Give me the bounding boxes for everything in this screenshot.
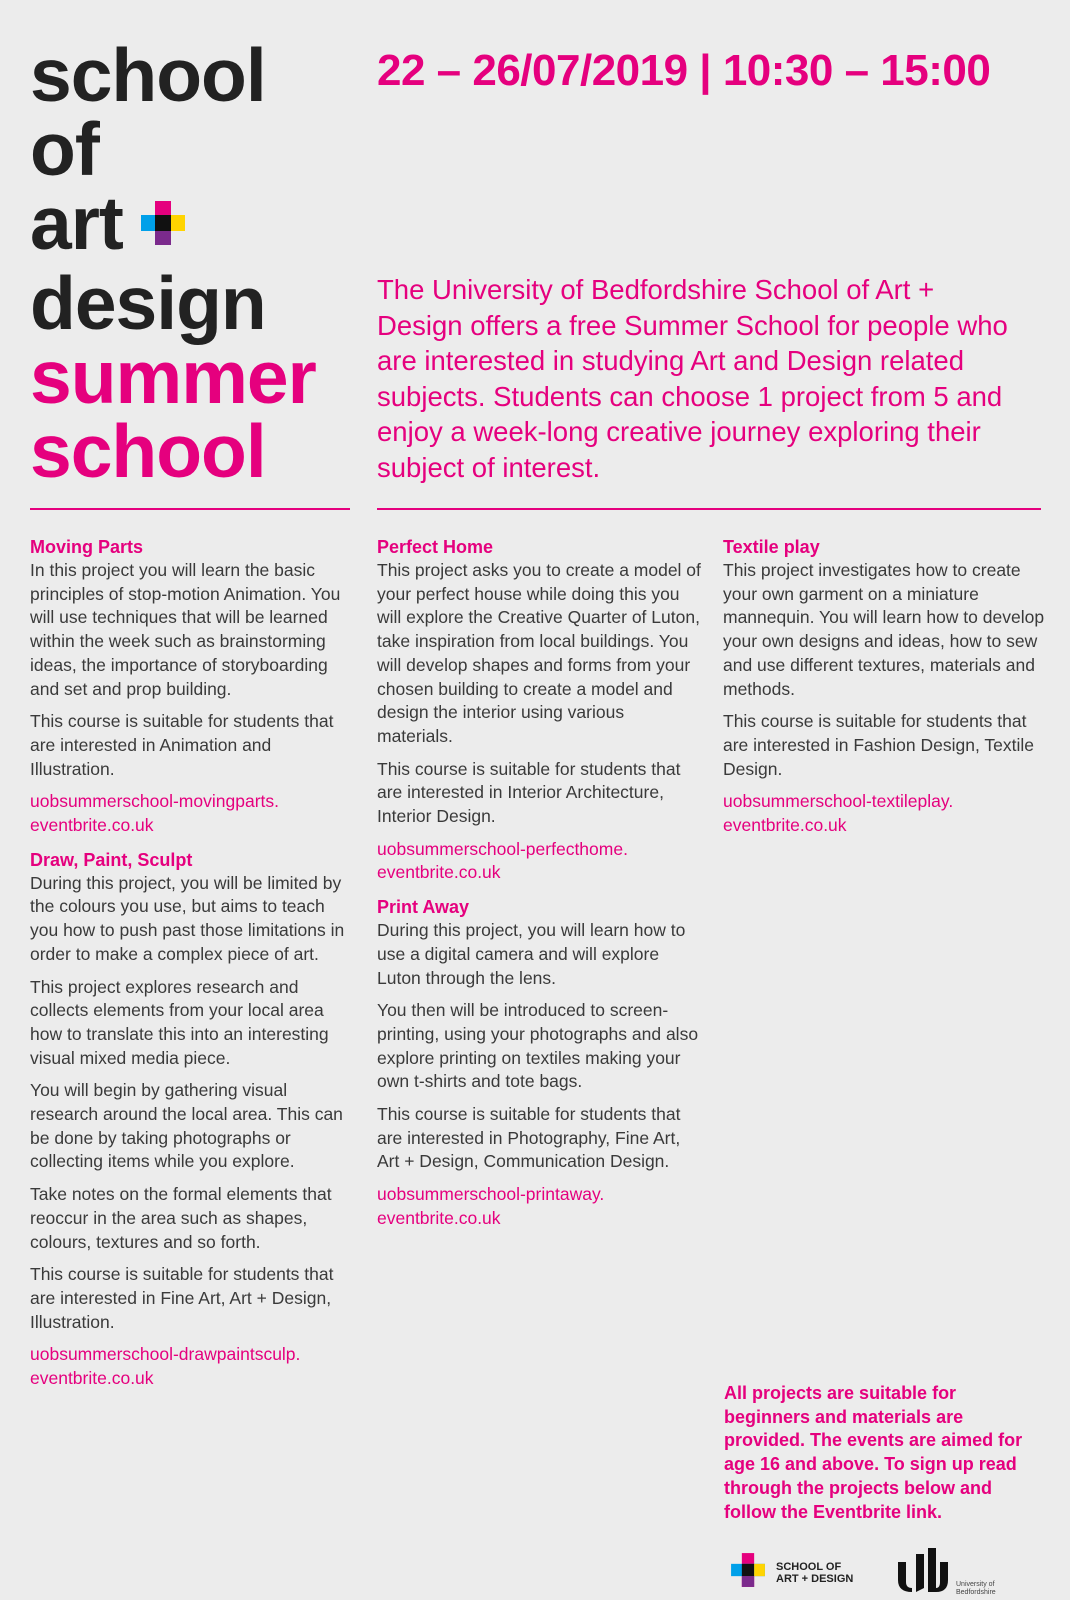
link-line-1[interactable]: uobsummerschool-perfecthome. xyxy=(377,838,628,859)
project-description: Take notes on the formal elements that reoccur in the area such as shapes, colours, textures and so forth. xyxy=(30,1184,332,1252)
link-line-1[interactable]: uobsummerschool-textileplay. xyxy=(723,791,954,812)
link-line-2[interactable]: eventbrite.co.uk xyxy=(377,1207,501,1228)
project-link[interactable] xyxy=(377,838,702,885)
link-line-1[interactable]: uobsummerschool-printaway. xyxy=(377,1184,605,1205)
project-print-away xyxy=(377,896,702,1230)
project-suitability: This course is suitable for students that are interested in Interior Architecture, Interior Design. xyxy=(377,758,681,827)
intro-text: The University of Bedfordshire School of Art + Design offers a free Summer School for people who are interested in studying Art and Design related subjects. Students can choose 1 project from 5 and enjoy a week-long creative journey exploring their subject of interest. xyxy=(377,274,1008,483)
title-line-of: of xyxy=(30,107,99,191)
project-draw-paint-sculpt xyxy=(30,849,350,1391)
brand-line-2: ART + DESIGN xyxy=(776,1572,854,1585)
project-link[interactable] xyxy=(723,790,1048,837)
project-moving-parts xyxy=(30,536,350,838)
brand-text xyxy=(776,1561,853,1585)
project-suitability: This course is suitable for students that are interested in Animation and Illustration. xyxy=(30,711,334,779)
title-line-summer: summer xyxy=(30,335,316,420)
colour-plus-icon xyxy=(137,186,189,260)
link-line-2[interactable]: eventbrite.co.uk xyxy=(377,862,501,883)
colour-plus-icon xyxy=(728,1550,768,1595)
project-description: During this project, you will be limited by the colours you use, but aims to teach you how to push past those limitations in order to make a complex piece of art. xyxy=(30,872,345,964)
project-description: During this project, you will learn how to use a digital camera and will explore Luton through the lens. xyxy=(377,920,686,988)
school-art-design-logo xyxy=(728,1550,853,1595)
university-name xyxy=(956,1581,1012,1597)
project-description: This project asks you to create a model of your perfect house while doing this you will explore the Creative Quarter of Luton, take inspiration from local buildings. You will develop shapes and forms from your chosen building to create a model and design the interior using various materials. xyxy=(377,560,701,746)
title-line-school: school xyxy=(30,33,266,117)
project-perfect-home xyxy=(377,536,702,885)
brand-line-1: SCHOOL OF xyxy=(776,1560,842,1573)
project-suitability: This course is suitable for students that are interested in Fine Art, Art + Design, Illustration. xyxy=(30,1264,334,1332)
project-suitability: This course is suitable for students that are interested in Photography, Fine Art, Art + Design, Communication Design. xyxy=(377,1104,681,1172)
divider-left xyxy=(30,508,350,510)
link-line-2[interactable]: eventbrite.co.uk xyxy=(30,1368,154,1389)
event-date-time: 22 – 26/07/2019 | 10:30 – 15:00 xyxy=(377,46,991,95)
link-line-2[interactable]: eventbrite.co.uk xyxy=(30,815,154,836)
project-description: This project explores research and collects elements from your local area how to translate this into an interesting visual mixed media piece. xyxy=(30,976,329,1068)
project-title: Perfect Home xyxy=(377,537,494,557)
project-title: Print Away xyxy=(377,897,470,918)
link-line-2[interactable]: eventbrite.co.uk xyxy=(723,815,847,836)
university-logo xyxy=(896,1548,1012,1597)
project-link[interactable] xyxy=(30,790,350,837)
title-line-art: art xyxy=(30,181,123,265)
title-line-art-row xyxy=(30,181,360,266)
project-description: You will begin by gathering visual research around the local area. This can be done by taking photographs or collecting items while you explore. xyxy=(30,1080,343,1172)
project-link[interactable] xyxy=(30,1343,350,1390)
project-title: Moving Parts xyxy=(30,537,144,557)
project-description: In this project you will learn the basic principles of stop-motion Animation. You will use techniques that will be learned within the week such as brainstorming ideas, the importance of storyboarding and set and prop building. xyxy=(30,560,341,699)
divider-right xyxy=(377,508,1041,510)
project-textile-play xyxy=(723,536,1048,838)
university-line-2: Bedfordshire xyxy=(956,1589,996,1596)
title-line-school-2: school xyxy=(30,409,266,494)
project-suitability: This course is suitable for students that are interested in Fashion Design, Textile Design. xyxy=(723,711,1034,779)
poster-title xyxy=(30,33,360,494)
column-2 xyxy=(377,536,702,1242)
project-title: Draw, Paint, Sculpt xyxy=(30,849,193,870)
project-title: Textile play xyxy=(723,537,820,557)
project-link[interactable] xyxy=(377,1183,702,1230)
project-description: You then will be introduced to screen-printing, using your photographs and also explore printing on textiles making your own t-shirts and tote bags. xyxy=(377,1000,699,1092)
link-line-1[interactable]: uobsummerschool-movingparts. xyxy=(30,791,279,812)
signup-note: All projects are suitable for beginners and materials are provided. The events are aimed for age 16 and above. To sign up read through the projects below and follow the Eventbrite link. xyxy=(724,1383,1023,1522)
title-line-design: design xyxy=(30,261,266,346)
university-line-1: University of xyxy=(956,1581,995,1588)
project-description: This project investigates how to create your own garment on a miniature mannequin. You will learn how to develop your own designs and ideas, how to sew and use different textures, materials and methods. xyxy=(723,560,1045,699)
university-mark-icon xyxy=(896,1548,952,1597)
link-line-1[interactable]: uobsummerschool-drawpaintsculp. xyxy=(30,1344,301,1365)
column-3 xyxy=(723,536,1048,849)
column-1 xyxy=(30,536,350,1402)
